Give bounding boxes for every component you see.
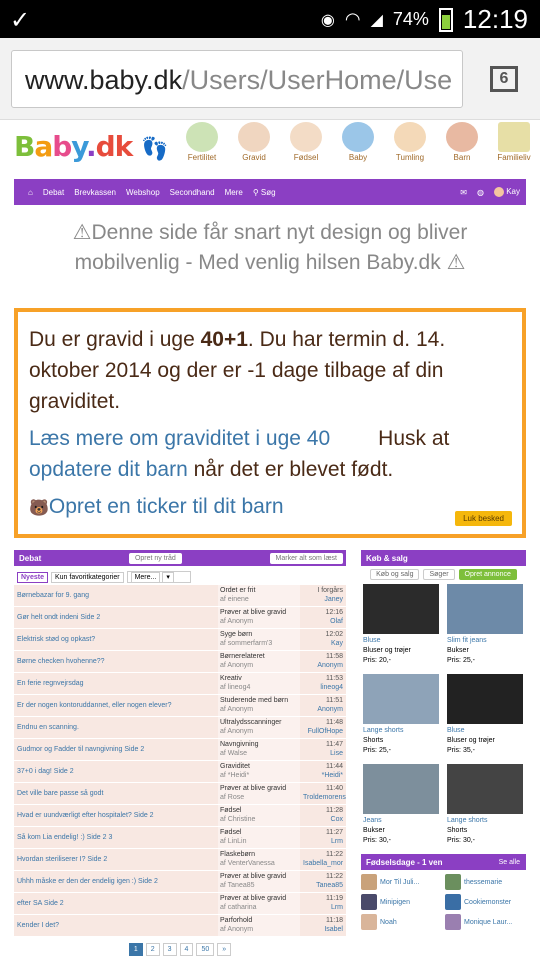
thread-time: 11:58 [326, 653, 343, 660]
debate-header [14, 550, 346, 566]
item-name[interactable]: Slim fit jeans [447, 637, 487, 644]
item-name[interactable]: Lange shorts [363, 727, 404, 734]
thread-title[interactable]: Børnebazar for 9. gang [14, 585, 218, 606]
thread-time: 11:48 [326, 719, 343, 726]
more-dropdown[interactable] [127, 571, 191, 583]
thread-title[interactable]: Endnu en scanning. [14, 717, 218, 738]
item-category: Bukser [363, 827, 385, 834]
stage-fodsel[interactable] [280, 122, 332, 170]
thread-title[interactable]: Gudmor og Fadder til navngivning Side 2 [14, 739, 218, 760]
item-name[interactable]: Lange shorts [447, 817, 488, 824]
thread-time: 11:53 [326, 675, 343, 682]
item-image[interactable] [363, 764, 439, 814]
buy-sell-header [361, 550, 526, 566]
thread-row[interactable] [14, 585, 346, 607]
thread-meta [300, 761, 346, 782]
last-poster[interactable]: Anonym [317, 706, 343, 713]
stage-label: Fertilitet [187, 153, 217, 162]
nav-mere[interactable]: Mere [224, 187, 243, 197]
battery-percent: 74% [392, 9, 429, 29]
thread-row[interactable] [14, 739, 346, 761]
buy-sell-buttons [361, 569, 526, 580]
notice-text: Denne side får snart nyt design og bliver mobilvenlig - Med venlig hilsen Baby.dk [74, 221, 468, 274]
thread-meta [300, 893, 346, 914]
thread-row[interactable] [14, 673, 346, 695]
birthday-friend[interactable] [361, 894, 443, 910]
category-name: Prøver at blive gravid [220, 895, 287, 902]
item-card[interactable] [445, 764, 527, 854]
item-card[interactable] [445, 584, 527, 674]
stage-label: Baby [348, 153, 368, 162]
friend-name: Cookiemonster [464, 898, 512, 906]
thread-meta [300, 717, 346, 738]
thread-category[interactable] [218, 871, 300, 892]
category-name: Studerende med børn [220, 697, 289, 704]
last-poster[interactable]: Troldemorens [303, 794, 346, 801]
search-label: Søg [260, 187, 276, 197]
nav-secondhand[interactable]: Secondhand [169, 187, 215, 197]
item-category: Bukser [447, 647, 469, 654]
birthdays-panel [361, 854, 526, 930]
birthday-friend[interactable] [361, 874, 443, 890]
week-link[interactable]: Læs mere om graviditet i uge 40 [29, 427, 331, 450]
thread-time: I forgårs [317, 587, 343, 594]
category-name: Fødsel [220, 829, 242, 836]
thread-time: 12:02 [325, 631, 343, 638]
user-name: Kay [506, 187, 520, 197]
eye-icon: ◉ [320, 11, 335, 29]
thread-title[interactable]: Hvad er uundværligt efter hospitalet? Side 2 [14, 805, 218, 826]
debate-title: Debat [19, 553, 42, 563]
stage-gravid[interactable] [228, 122, 280, 170]
thread-time: 11:27 [326, 829, 343, 836]
warning-icon: ⚠ [446, 251, 466, 274]
thread-time: 11:18 [326, 917, 343, 924]
status-right [321, 4, 528, 35]
thread-title[interactable]: 37+0 i dag! Side 2 [14, 761, 218, 782]
item-category: Bluser og trøjer [447, 737, 495, 744]
thread-meta [300, 849, 346, 870]
category-name: Børnerelateret [220, 653, 265, 660]
thread-category[interactable] [218, 849, 300, 870]
thread-row[interactable] [14, 915, 346, 937]
ticker-link[interactable]: Opret en ticker til dit barn [48, 495, 284, 518]
birthdays-header [361, 854, 526, 870]
signal-icon: ◢ [370, 11, 383, 29]
item-image[interactable] [447, 674, 523, 724]
last-poster[interactable]: Kay [330, 640, 343, 647]
last-poster[interactable]: Lrm [330, 904, 343, 911]
thread-title[interactable]: Elektrisk stød og opkast? [14, 629, 218, 650]
thread-row[interactable] [14, 871, 346, 893]
item-card[interactable] [361, 584, 443, 674]
pagination [14, 943, 346, 956]
thread-title[interactable]: Så kom Lia endelig! :) Side 2 3 [14, 827, 218, 848]
item-name[interactable]: Bluse [363, 637, 381, 644]
pregnancy-links [29, 423, 511, 485]
birthday-friend[interactable] [445, 874, 527, 890]
category-name: Flaskebørn [220, 851, 256, 858]
pregnancy-box [14, 308, 526, 538]
avatar [361, 894, 377, 910]
item-image[interactable] [447, 584, 523, 634]
stage-baby[interactable] [332, 122, 384, 170]
url-host: www.baby.dk [25, 65, 183, 95]
avatar [361, 914, 377, 930]
ticker-row [29, 491, 511, 524]
debate-panel [14, 550, 346, 956]
thread-meta [300, 739, 346, 760]
fodsel-icon [290, 122, 322, 152]
thread-time: 11:22 [326, 873, 343, 880]
thread-title[interactable]: Uhhh måske er den der endelig igen :) Side 2 [14, 871, 218, 892]
item-price: Pris: 25,- [363, 747, 392, 754]
stage-label: Fødsel [293, 153, 319, 162]
thread-meta [300, 585, 346, 606]
search-icon: ⚲ [252, 187, 259, 197]
thread-author: af Anonym [220, 706, 254, 713]
page-button[interactable]: 2 [146, 943, 160, 956]
stage-label: Barn [453, 153, 471, 162]
thread-author: af Anonym [220, 618, 254, 625]
thread-row[interactable] [14, 849, 346, 871]
footprint-icon: 👣 [141, 137, 168, 162]
buy-sell-panel [361, 550, 526, 930]
thread-category[interactable] [218, 695, 300, 716]
avatar [361, 874, 377, 890]
thread-author: af einene [220, 596, 249, 603]
thread-row[interactable] [14, 629, 346, 651]
buy-sell-title: Køb & salg [366, 553, 408, 563]
item-image[interactable] [447, 764, 523, 814]
stage-tumling[interactable] [384, 122, 436, 170]
thread-title[interactable]: En ferie regnvejrsdag [14, 673, 218, 694]
birthday-friend[interactable] [361, 914, 443, 930]
thread-meta [300, 695, 346, 716]
tab-nyeste[interactable]: Nyeste [17, 572, 48, 583]
url-path: /Users/UserHome/Use [182, 65, 453, 95]
thread-author: af Walse [220, 750, 247, 757]
thread-title[interactable]: Gør helt ondt indeni Side 2 [14, 607, 218, 628]
thread-category[interactable] [218, 893, 300, 914]
thread-category[interactable] [218, 827, 300, 848]
thread-meta [300, 783, 346, 804]
wifi-icon: ◠ [344, 9, 361, 29]
thread-title[interactable]: Børne checken hvohenne?? [14, 651, 218, 672]
thread-author: af Anonym [220, 662, 254, 669]
pregnancy-week: 40+1 [200, 328, 248, 351]
friend-name: thessemarie [464, 878, 503, 886]
mark-read-button[interactable]: Marker alt som læst [270, 553, 343, 564]
thread-time: 11:22 [326, 851, 343, 858]
thread-time: 11:44 [326, 763, 343, 770]
see-all-link[interactable]: Se alle [498, 858, 520, 866]
thread-category[interactable] [218, 585, 300, 606]
thread-row[interactable] [14, 695, 346, 717]
last-poster[interactable]: Isabella_mor [303, 860, 344, 867]
thread-category[interactable] [218, 629, 300, 650]
item-name[interactable]: Jeans [363, 817, 382, 824]
nav-debat[interactable]: Debat [42, 187, 65, 197]
ticker-icon: 🐻 [29, 500, 49, 517]
thread-row[interactable] [14, 761, 346, 783]
thread-author: af Tanea85 [220, 882, 255, 889]
chevron-down-icon: ▾ [162, 572, 174, 583]
avatar [445, 874, 461, 890]
category-name: Prøver at blive gravid [220, 609, 287, 616]
status-bar [0, 0, 540, 38]
last-poster[interactable]: *Heidi* [321, 772, 343, 779]
category-name: Parforhold [220, 917, 253, 924]
category-name: Graviditet [220, 763, 250, 770]
thread-time: 11:40 [326, 785, 343, 792]
item-grid [361, 584, 526, 854]
birthday-friend[interactable] [445, 894, 527, 910]
nav-search[interactable] [253, 188, 276, 197]
stage-fertilitet[interactable] [176, 122, 228, 170]
last-poster[interactable]: Cox [330, 816, 343, 823]
thread-category[interactable] [218, 915, 300, 936]
thread-author: af Rose [220, 794, 245, 801]
last-poster[interactable]: Anonym [317, 662, 343, 669]
thread-category[interactable] [218, 651, 300, 672]
thread-time: 11:47 [326, 741, 343, 748]
item-price: Pris: 20,- [363, 657, 392, 664]
thread-author: af LinLin [220, 838, 247, 845]
thread-time: 11:51 [326, 697, 343, 704]
thread-author: af *Heidi* [220, 772, 250, 779]
thread-meta [300, 629, 346, 650]
tab-count-button[interactable]: 6 [490, 66, 518, 92]
thread-author: af Anonym [220, 926, 254, 933]
birthday-friend[interactable] [445, 914, 527, 930]
nav-brevkassen[interactable]: Brevkassen [74, 187, 116, 197]
clock: 12:19 [462, 4, 528, 34]
page-button[interactable]: 4 [180, 943, 194, 956]
thread-category[interactable] [218, 607, 300, 628]
category-name: Syge børn [220, 631, 253, 638]
baby-icon [342, 122, 374, 152]
update-text: når det er blevet født. [187, 458, 394, 481]
home-icon[interactable]: ⌂ [28, 187, 33, 197]
status-text: . Du har termin d. 14. oktober 2014 og der er -1 dage tilbage af din graviditet. [29, 328, 446, 413]
thread-meta [300, 607, 346, 628]
category-name: Kreativ [220, 675, 242, 682]
barn-icon [446, 122, 478, 152]
site-logo[interactable]: Baby.dk 👣 [14, 130, 168, 163]
thread-meta [300, 651, 346, 672]
thread-row[interactable] [14, 805, 346, 827]
friend-name: Mor Til Juli... [380, 878, 420, 886]
birthdays-title: Fødselsdage - 1 ven [366, 857, 443, 867]
thread-meta [300, 871, 346, 892]
tumling-icon [394, 122, 426, 152]
thread-title[interactable]: Er der nogen kontoruddannet, eller nogen elever? [14, 695, 218, 716]
category-name: Ordet er frit [220, 587, 256, 594]
warning-icon: ⚠ [72, 221, 92, 244]
item-price: Pris: 30,- [447, 837, 476, 844]
thread-author: af Anonym [220, 728, 254, 735]
stage-barn[interactable] [436, 122, 488, 170]
new-thread-button[interactable]: Opret ny tråd [129, 553, 182, 564]
item-price: Pris: 35,- [447, 747, 476, 754]
main-nav [14, 179, 526, 205]
category-name: Prøver at blive gravid [220, 785, 287, 792]
thread-category[interactable] [218, 783, 300, 804]
friend-name: Monique Laur... [464, 918, 513, 926]
thread-row[interactable] [14, 783, 346, 805]
last-poster[interactable]: Lrm [330, 838, 343, 845]
thread-meta [300, 673, 346, 694]
update-text: Husk at [378, 427, 450, 450]
familieliv-icon [498, 122, 530, 152]
last-poster[interactable]: Tanea85 [316, 882, 343, 889]
thread-category[interactable] [218, 761, 300, 782]
item-image[interactable] [363, 584, 439, 634]
category-name: Prøver at blive gravid [220, 873, 287, 880]
thread-author: af VenterVanessa [220, 860, 275, 867]
thread-category[interactable] [218, 805, 300, 826]
create-ad-button[interactable]: Opret annonce [459, 569, 517, 580]
update-child-link[interactable]: opdatere dit barn [29, 458, 188, 481]
globe-icon[interactable]: ◍ [476, 187, 484, 197]
thread-title[interactable]: Hvordan steriliserer I? Side 2 [14, 849, 218, 870]
stage-label: Tumling [395, 153, 425, 162]
thread-time: 12:16 [325, 609, 343, 616]
thread-meta [300, 827, 346, 848]
avatar [445, 894, 461, 910]
stage-label: Familieliv [497, 153, 531, 162]
debate-tabs [14, 569, 346, 585]
item-image[interactable] [363, 674, 439, 724]
thread-title[interactable]: efter SA Side 2 [14, 893, 218, 914]
fertilitet-icon [186, 122, 218, 152]
item-price: Pris: 25,- [447, 657, 476, 664]
thread-row[interactable] [14, 717, 346, 739]
mail-icon[interactable]: ✉ [460, 187, 467, 197]
avatar [445, 914, 461, 930]
nav-right [460, 187, 526, 197]
gravid-icon [238, 122, 270, 152]
page-button[interactable]: 3 [163, 943, 177, 956]
category-name: Navngivning [220, 741, 259, 748]
thread-row[interactable] [14, 893, 346, 915]
pregnancy-status [29, 324, 511, 417]
item-card[interactable] [361, 674, 443, 764]
thread-category[interactable] [218, 739, 300, 760]
wanted-button[interactable]: Søger [423, 569, 454, 580]
battery-icon [439, 8, 453, 32]
item-category: Shorts [363, 737, 384, 744]
page-button[interactable]: » [217, 943, 231, 956]
category-name: Ultralydsscanninger [220, 719, 282, 726]
item-card[interactable] [361, 764, 443, 854]
thread-time: 11:28 [326, 807, 343, 814]
thread-author: af Christine [220, 816, 256, 823]
item-category: Shorts [447, 827, 468, 834]
nav-webshop[interactable]: Webshop [126, 187, 160, 197]
thread-title[interactable]: Kender I det? [14, 915, 218, 936]
thread-category[interactable] [218, 717, 300, 738]
thread-category[interactable] [218, 673, 300, 694]
check-icon: ✓ [10, 6, 31, 34]
user-menu[interactable] [494, 187, 520, 197]
item-name[interactable]: Bluse [447, 727, 465, 734]
last-poster[interactable]: Isabel [324, 926, 343, 933]
url-field[interactable] [11, 50, 463, 108]
stage-nav [176, 122, 540, 170]
thread-list [14, 585, 346, 937]
close-message-button[interactable]: Luk besked [455, 511, 512, 526]
friend-name: Noah [380, 918, 397, 926]
last-poster[interactable]: lineog4 [320, 684, 343, 691]
item-category: Bluser og trøjer [363, 647, 411, 654]
friend-name: Minipigen [380, 898, 410, 906]
last-poster[interactable]: Lise [330, 750, 343, 757]
thread-meta [300, 915, 346, 936]
tab-favorites[interactable]: Kun favoritkategorier [51, 572, 124, 583]
more-label: Mere... [131, 572, 161, 583]
avatar [494, 187, 504, 197]
thread-author: af lineog4 [220, 684, 251, 691]
buy-sell-button[interactable]: Køb og salg [370, 569, 419, 580]
thread-author: af catharina [220, 904, 257, 911]
page-button[interactable]: 50 [196, 943, 214, 956]
status-text: Du er gravid i uge [29, 328, 201, 351]
thread-meta [300, 805, 346, 826]
item-card[interactable] [445, 674, 527, 764]
last-poster[interactable]: Olaf [330, 618, 343, 625]
category-name: Fødsel [220, 807, 242, 814]
thread-row[interactable] [14, 651, 346, 673]
thread-title[interactable]: Det ville bare passe så godt [14, 783, 218, 804]
stage-label: Gravid [242, 153, 266, 162]
redesign-notice [20, 218, 520, 278]
stage-familieliv[interactable] [488, 122, 540, 170]
birthday-list [361, 874, 526, 930]
thread-row[interactable] [14, 607, 346, 629]
item-price: Pris: 30,- [363, 837, 392, 844]
thread-time: 11:19 [326, 895, 343, 902]
browser-toolbar [0, 38, 540, 120]
thread-row[interactable] [14, 827, 346, 849]
last-poster[interactable]: FullOfHope [307, 728, 343, 735]
page-button[interactable]: 1 [129, 943, 143, 956]
last-poster[interactable]: Janey [324, 596, 343, 603]
thread-author: af sommerfarm'3 [220, 640, 273, 647]
